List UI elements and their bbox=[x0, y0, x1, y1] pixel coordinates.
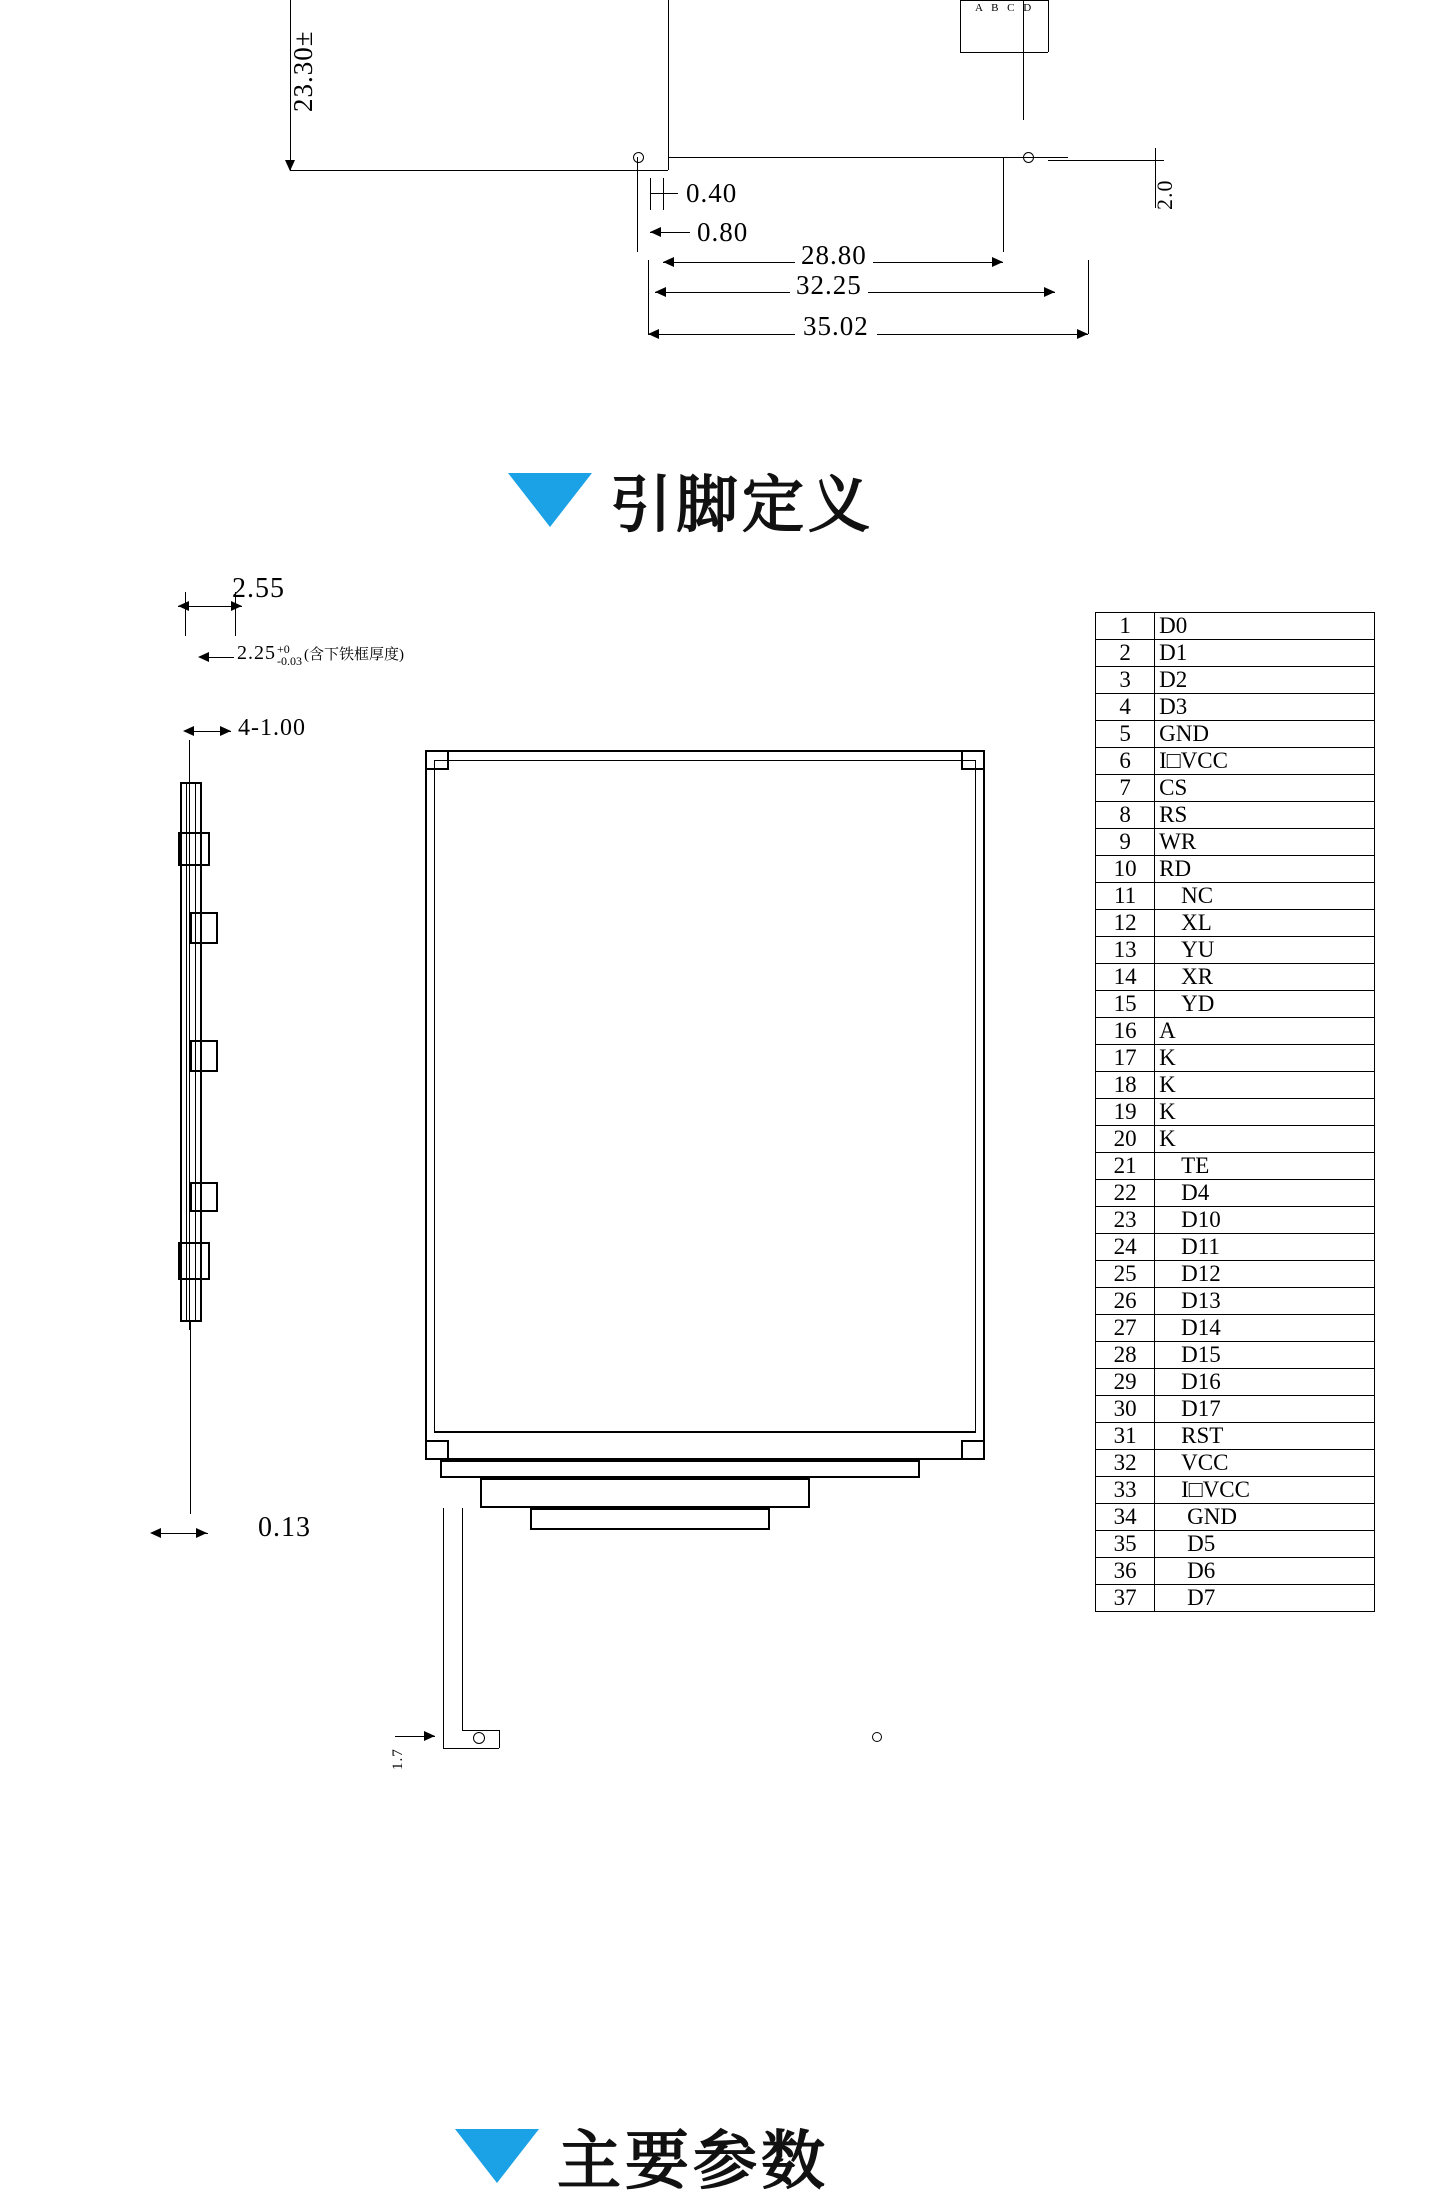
pin-number: 30 bbox=[1096, 1396, 1155, 1423]
tail-hole bbox=[473, 1732, 485, 1744]
corner-notch-tl bbox=[425, 750, 449, 770]
dim-17-label: 1.7 bbox=[390, 1748, 406, 1770]
top-drawing bbox=[0, 0, 1440, 300]
table-row bbox=[1096, 1369, 1375, 1396]
table-row bbox=[1096, 1099, 1375, 1126]
table-row bbox=[1096, 1396, 1375, 1423]
pin-name: D17 bbox=[1155, 1396, 1375, 1423]
outline-vertical-mid bbox=[668, 0, 669, 170]
module-active-area bbox=[434, 760, 976, 1432]
table-row bbox=[1096, 694, 1375, 721]
corner-notch-br bbox=[961, 1440, 985, 1460]
table-row bbox=[1096, 1180, 1375, 1207]
dim-013-label: 0.13 bbox=[258, 1512, 311, 1543]
dim-013-arrow-r bbox=[196, 1528, 207, 1538]
table-row bbox=[1096, 1072, 1375, 1099]
table-row bbox=[1096, 1315, 1375, 1342]
dim-side-label: 2.0 bbox=[1152, 179, 1177, 210]
pin-number: 32 bbox=[1096, 1450, 1155, 1477]
pin-name: A bbox=[1155, 1018, 1375, 1045]
pin-name: D10 bbox=[1155, 1207, 1375, 1234]
pin-number: 21 bbox=[1096, 1153, 1155, 1180]
fpc-band bbox=[440, 1460, 920, 1478]
dim-3502-label: 35.02 bbox=[795, 311, 877, 342]
dim-3225-arrow-l bbox=[655, 287, 666, 297]
pin-name: XL bbox=[1155, 910, 1375, 937]
table-row bbox=[1096, 1018, 1375, 1045]
side-tab-1 bbox=[178, 832, 210, 866]
fpc-connector bbox=[480, 1478, 810, 1508]
pin-number: 3 bbox=[1096, 667, 1155, 694]
table-row bbox=[1096, 1504, 1375, 1531]
table-row bbox=[1096, 613, 1375, 640]
module-inner-line-bottom bbox=[434, 1432, 976, 1433]
pin-number: 4 bbox=[1096, 694, 1155, 721]
pin-number: 35 bbox=[1096, 1531, 1155, 1558]
tail-hole-right bbox=[872, 1732, 882, 1742]
corner-notch-bl bbox=[425, 1440, 449, 1460]
pin-name: GND bbox=[1155, 721, 1375, 748]
table-row bbox=[1096, 775, 1375, 802]
pad-circle-right bbox=[1023, 152, 1034, 163]
pin-name: K bbox=[1155, 1045, 1375, 1072]
table-row bbox=[1096, 1045, 1375, 1072]
pin-number: 23 bbox=[1096, 1207, 1155, 1234]
dim-3502-ext-l bbox=[648, 260, 649, 334]
table-row bbox=[1096, 1261, 1375, 1288]
dim-225-tol-plus: +0 bbox=[277, 641, 290, 656]
table-row bbox=[1096, 856, 1375, 883]
triangle-icon bbox=[508, 473, 592, 527]
pin-number: 6 bbox=[1096, 748, 1155, 775]
outline-vertical-right bbox=[1023, 0, 1024, 120]
pin-number: 16 bbox=[1096, 1018, 1155, 1045]
pin-number: 24 bbox=[1096, 1234, 1155, 1261]
side-lead-line bbox=[190, 1322, 191, 1514]
pin-name: RST bbox=[1155, 1423, 1375, 1450]
table-row bbox=[1096, 748, 1375, 775]
outline-right-bottom bbox=[960, 52, 1048, 53]
triangle-icon-bottom bbox=[455, 2129, 539, 2183]
note-abcd-label: A B C D bbox=[975, 2, 1035, 14]
dim-225-label-group bbox=[237, 642, 404, 668]
table-row bbox=[1096, 937, 1375, 964]
pin-number: 8 bbox=[1096, 802, 1155, 829]
pin-number: 22 bbox=[1096, 1180, 1155, 1207]
tail-right-edge bbox=[499, 1730, 500, 1748]
pad-circle-left bbox=[633, 152, 644, 163]
pin-number: 12 bbox=[1096, 910, 1155, 937]
table-row bbox=[1096, 991, 1375, 1018]
table-row bbox=[1096, 829, 1375, 856]
side-view-drawing bbox=[0, 560, 1000, 1960]
table-row bbox=[1096, 1234, 1375, 1261]
lead-vert-right bbox=[1003, 157, 1004, 252]
dim-4100-label: 4-1.00 bbox=[238, 715, 306, 741]
pin-name: D3 bbox=[1155, 694, 1375, 721]
dim-4100-arrow-r bbox=[220, 726, 231, 736]
dim-2880-arrow-l bbox=[663, 257, 674, 267]
pin-number: 33 bbox=[1096, 1477, 1155, 1504]
pin-number: 2 bbox=[1096, 640, 1155, 667]
tail-left-edge2 bbox=[462, 1508, 463, 1730]
pin-name: D13 bbox=[1155, 1288, 1375, 1315]
pin-name: D0 bbox=[1155, 613, 1375, 640]
pin-name: D1 bbox=[1155, 640, 1375, 667]
dim-013-arrow-l bbox=[150, 1528, 161, 1538]
pin-name: K bbox=[1155, 1126, 1375, 1153]
bottom-edge-line bbox=[290, 170, 668, 171]
dim-040-h bbox=[650, 193, 678, 194]
pin-number: 26 bbox=[1096, 1288, 1155, 1315]
dim-3502-group bbox=[0, 300, 1440, 360]
pin-name: D2 bbox=[1155, 667, 1375, 694]
pin-name: YU bbox=[1155, 937, 1375, 964]
pin-number: 1 bbox=[1096, 613, 1155, 640]
table-row bbox=[1096, 910, 1375, 937]
pin-name: XR bbox=[1155, 964, 1375, 991]
outline-right-edge bbox=[1048, 0, 1049, 52]
pin-name: RD bbox=[1155, 856, 1375, 883]
tail-bottom2 bbox=[462, 1730, 499, 1731]
dim-height-label: 23.30± bbox=[288, 30, 318, 112]
pin-number: 19 bbox=[1096, 1099, 1155, 1126]
pin-number: 15 bbox=[1096, 991, 1155, 1018]
dim-040-label: 0.40 bbox=[686, 178, 738, 208]
pin-number: 14 bbox=[1096, 964, 1155, 991]
pin-number: 37 bbox=[1096, 1585, 1155, 1612]
table-row bbox=[1096, 1342, 1375, 1369]
dim-3225-arrow-r bbox=[1044, 287, 1055, 297]
pin-number: 29 bbox=[1096, 1369, 1155, 1396]
dim-3502-arrow-l bbox=[648, 329, 659, 339]
fpc-connector-inner bbox=[530, 1508, 770, 1530]
pin-name: D14 bbox=[1155, 1315, 1375, 1342]
dim-2880-label: 28.80 bbox=[795, 240, 873, 271]
table-row bbox=[1096, 640, 1375, 667]
outline-right-inner bbox=[960, 0, 961, 52]
pin-number: 11 bbox=[1096, 883, 1155, 910]
table-row bbox=[1096, 667, 1375, 694]
dim-3225-label: 32.25 bbox=[790, 270, 868, 301]
dim-225-note: (含下铁框厚度) bbox=[304, 647, 404, 663]
side-tab-3 bbox=[190, 1040, 218, 1072]
pin-name: D16 bbox=[1155, 1369, 1375, 1396]
pin-number: 20 bbox=[1096, 1126, 1155, 1153]
pin-number: 31 bbox=[1096, 1423, 1155, 1450]
pin-name: D15 bbox=[1155, 1342, 1375, 1369]
table-row bbox=[1096, 1153, 1375, 1180]
pin-number: 9 bbox=[1096, 829, 1155, 856]
section-header-pin-definition bbox=[508, 455, 874, 544]
table-row bbox=[1096, 1423, 1375, 1450]
table-row bbox=[1096, 1585, 1375, 1612]
pin-name: D12 bbox=[1155, 1261, 1375, 1288]
table-row bbox=[1096, 883, 1375, 910]
table-row bbox=[1096, 1207, 1375, 1234]
bottom-edge-line-2 bbox=[668, 157, 1068, 158]
pin-number: 13 bbox=[1096, 937, 1155, 964]
side-tab-2 bbox=[190, 912, 218, 944]
bottom-section-title: 主要参数 bbox=[557, 2125, 829, 2199]
pin-name: K bbox=[1155, 1072, 1375, 1099]
section-title: 引脚定义 bbox=[610, 468, 875, 541]
pin-number: 28 bbox=[1096, 1342, 1155, 1369]
table-row bbox=[1096, 1288, 1375, 1315]
dim-255-arrow-l bbox=[178, 601, 189, 611]
dim-17-arrow bbox=[424, 1731, 435, 1741]
pin-name: CS bbox=[1155, 775, 1375, 802]
lead-vert-left bbox=[637, 157, 638, 252]
pin-name: VCC bbox=[1155, 1450, 1375, 1477]
corner-notch-tr bbox=[961, 750, 985, 770]
pin-number: 10 bbox=[1096, 856, 1155, 883]
pin-name: WR bbox=[1155, 829, 1375, 856]
pin-definition-table bbox=[1095, 612, 1375, 1612]
dim-255-ext-l bbox=[185, 592, 186, 636]
table-row bbox=[1096, 1477, 1375, 1504]
pin-name: GND bbox=[1155, 1504, 1375, 1531]
dim-3502-ext-r bbox=[1088, 260, 1089, 334]
dim-040-v2 bbox=[663, 178, 664, 210]
side-tab-4 bbox=[190, 1182, 218, 1212]
pin-name: I□VCC bbox=[1155, 748, 1375, 775]
pin-table-body bbox=[1096, 613, 1375, 1612]
tail-left-edge bbox=[443, 1508, 444, 1748]
table-row bbox=[1096, 1531, 1375, 1558]
pin-name: NC bbox=[1155, 883, 1375, 910]
pin-name: K bbox=[1155, 1099, 1375, 1126]
dim-255-label: 2.55 bbox=[232, 573, 285, 604]
pin-name: I□VCC bbox=[1155, 1477, 1375, 1504]
dim-225-tol-minus: -0.03 bbox=[277, 654, 302, 669]
pin-name: D6 bbox=[1155, 1558, 1375, 1585]
dim-080-arrow bbox=[650, 227, 661, 237]
dim-080-label: 0.80 bbox=[697, 217, 749, 247]
pin-name: D11 bbox=[1155, 1234, 1375, 1261]
pin-name: RS bbox=[1155, 802, 1375, 829]
pin-number: 17 bbox=[1096, 1045, 1155, 1072]
pin-name: TE bbox=[1155, 1153, 1375, 1180]
pin-name: D4 bbox=[1155, 1180, 1375, 1207]
table-row bbox=[1096, 964, 1375, 991]
dim-2880-arrow-r bbox=[992, 257, 1003, 267]
outline-top-right bbox=[960, 0, 1048, 1]
pin-number: 5 bbox=[1096, 721, 1155, 748]
dim-040-v1 bbox=[650, 178, 651, 210]
pin-number: 27 bbox=[1096, 1315, 1155, 1342]
table-row bbox=[1096, 802, 1375, 829]
section-header-main-parameters bbox=[455, 2110, 829, 2202]
pin-name: YD bbox=[1155, 991, 1375, 1018]
tail-bottom bbox=[443, 1748, 499, 1749]
pin-number: 7 bbox=[1096, 775, 1155, 802]
dim-225-value: 2.25 bbox=[237, 642, 276, 664]
pin-number: 18 bbox=[1096, 1072, 1155, 1099]
dim-side-line bbox=[1048, 160, 1164, 161]
dim-3502-arrow-r bbox=[1077, 329, 1088, 339]
dim-225-arrow-l bbox=[198, 652, 209, 662]
pin-number: 25 bbox=[1096, 1261, 1155, 1288]
side-tab-5 bbox=[178, 1242, 210, 1280]
table-row bbox=[1096, 721, 1375, 748]
pin-name: D5 bbox=[1155, 1531, 1375, 1558]
pin-number: 36 bbox=[1096, 1558, 1155, 1585]
pin-number: 34 bbox=[1096, 1504, 1155, 1531]
dim-4100-arrow-l bbox=[183, 726, 194, 736]
table-row bbox=[1096, 1450, 1375, 1477]
pin-name: D7 bbox=[1155, 1585, 1375, 1612]
table-row bbox=[1096, 1558, 1375, 1585]
table-row bbox=[1096, 1126, 1375, 1153]
